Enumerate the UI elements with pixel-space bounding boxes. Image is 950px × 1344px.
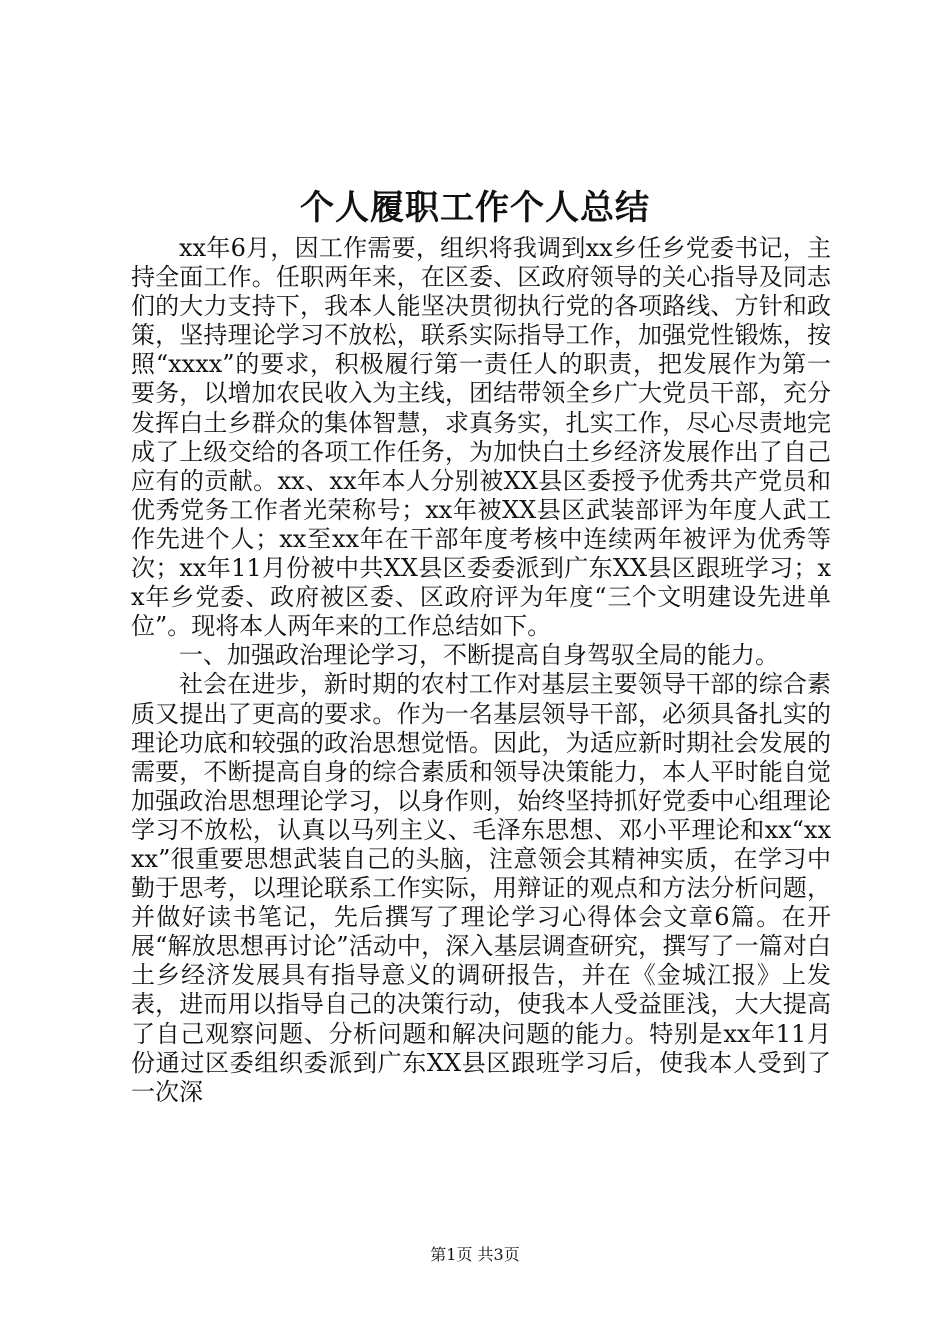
document-body (131, 234, 831, 1107)
page-footer (0, 1243, 950, 1267)
paragraph-section-1: 社会在进步，新时期的农村工作对基层主要领导干部的综合素质又提出了更高的要求。作为一名基层领导干部，必须具备扎实的理论功底和较强的政治思想觉悟。因此，为适应新时期社会发展的需要，不断提高自身的综合素质和领导决策能力，本人平时能自觉加强政治思想理论学习，以身作则，始终坚持抓好党委中心组理论学习不放松，认真以马列主义、毛泽东思想、邓小平理论和xx“xxxx”很重要思想武装自己的头脑，注意领会其精神实质，在学习中勤于思考，以理论联系工作实际，用辩证的观点和方法分析问题，并做好读书笔记，先后撰写了理论学习心得体会文章6篇。在开展“解放思想再讨论”活动中，深入基层调查研究，撰写了一篇对白土乡经济发展具有指导意义的调研报告，并在《金城江报》上发表，进而用以指导自己的决策行动，使我本人受益匪浅，大大提高了自己观察问题、分析问题和解决问题的能力。特别是xx年11月份通过区委组织委派到广东XX县区跟班学习后，使我本人受到了一次深 (131, 670, 831, 1106)
page-number: 第1页 共3页 (430, 1245, 520, 1264)
document-title: 个人履职工作个人总结 (300, 188, 650, 228)
section-heading-1: 一、加强政治理论学习，不断提高自身驾驭全局的能力。 (179, 641, 779, 670)
paragraph-intro: xx年6月，因工作需要，组织将我调到xx乡任乡党委书记，主持全面工作。任职两年来，在区委、区政府领导的关心指导及同志们的大力支持下，我本人能坚决贯彻执行党的各项路线、方针和政策，坚持理论学习不放松，联系实际指导工作，加强党性锻炼，按照“xxxx”的要求，积极履行第一责任人的职责，把发展作为第一要务，以增加农民收入为主线，团结带领全乡广大党员干部，充分发挥白土乡群众的集体智慧，求真务实，扎实工作，尽心尽责地完成了上级交给的各项工作任务，为加快白土乡经济发展作出了自己应有的贡献。xx、xx年本人分别被XX县区委授予优秀共产党员和优秀党务工作者光荣称号；xx年被XX县区武装部评为年度人武工作先进个人；xx至xx年在干部年度考核中连续两年被评为优秀等次；xx年11月份被中共XX县区委委派到广东XX县区跟班学习；xx年乡党委、政府被区委、区政府评为年度“三个文明建设先进单位”。现将本人两年来的工作总结如下。 (131, 234, 831, 641)
